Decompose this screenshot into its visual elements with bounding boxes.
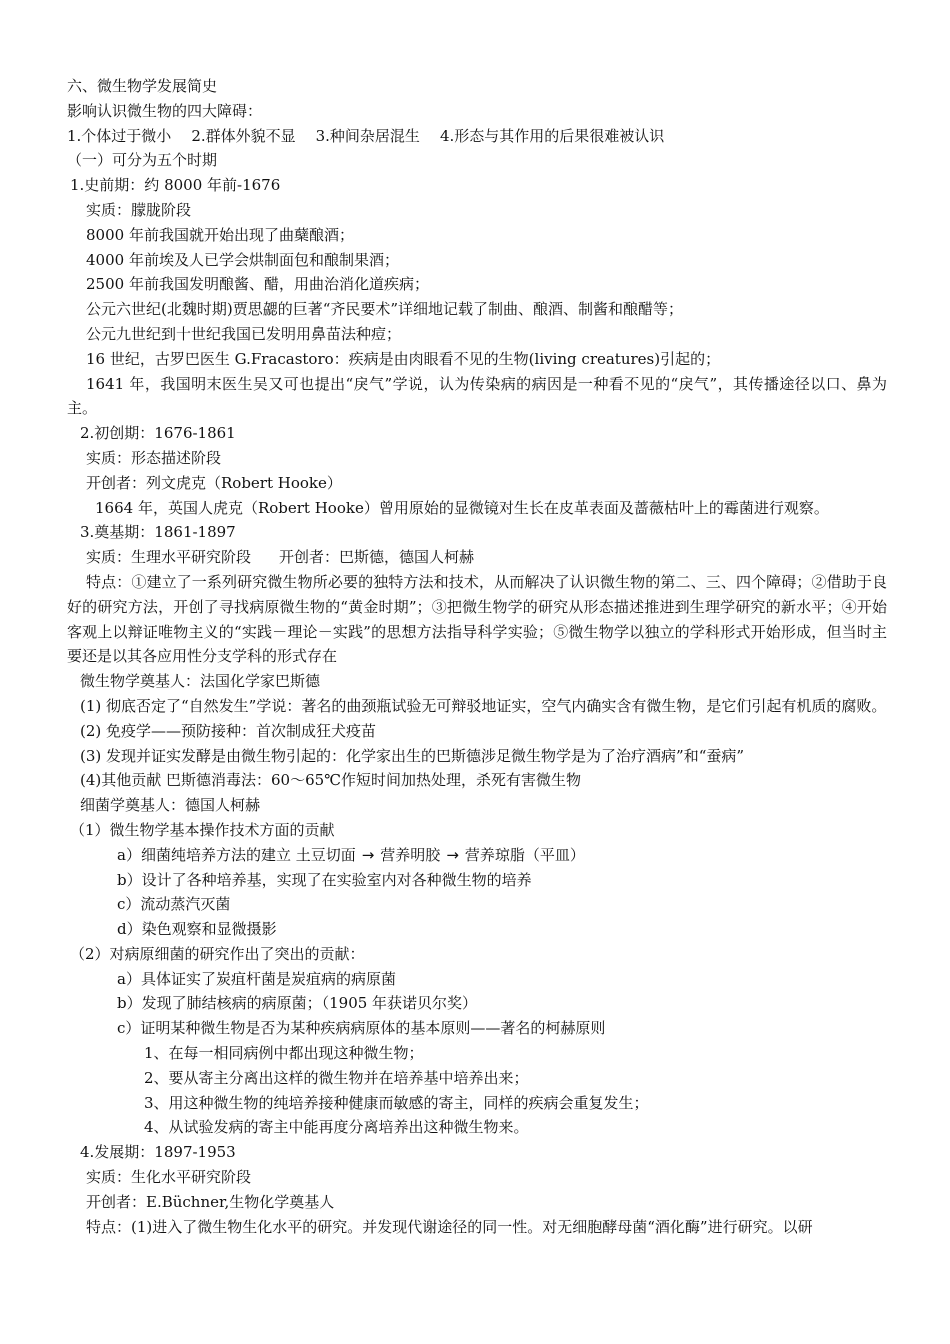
koch-part2-heading: （2）对病原细菌的研究作出了突出的贡献： [70, 944, 365, 963]
period3-founder: 开创者：巴斯德，德国人柯赫 [279, 548, 475, 567]
period3-title: 3.奠基期：1861-1897 [80, 523, 236, 542]
obstacles-list [67, 124, 887, 149]
period4-founder: 开创者：E.Büchner,生物化学奠基人 [86, 1192, 335, 1211]
koch-heading: 细菌学奠基人：德国人柯赫 [80, 796, 261, 815]
pasteur-item: (2) 免疫学——预防接种：首次制成狂犬疫苗 [80, 721, 377, 740]
period4-essence: 实质：生化水平研究阶段 [86, 1168, 252, 1187]
period1-essence: 实质：朦胧阶段 [86, 200, 192, 219]
period4-title: 4.发展期：1897-1953 [80, 1143, 236, 1162]
koch-part2-item: c）证明某种微生物是否为某种疾病病原体的基本原则——著名的柯赫原则 [117, 1019, 606, 1038]
koch-part1-item: d）染色观察和显微摄影 [117, 920, 277, 939]
koch-postulate: 4、从试验发病的寄主中能再度分离培养出这种微生物来。 [144, 1118, 529, 1137]
period1-event-1641: 1641 年，我国明末医生吴又可也提出“戾气”学说，认为传染病的病因是一种看不见的“戾气”，其传播途径以口、鼻为主。 [67, 374, 887, 418]
obstacle-item: 3.种间杂居混生 [315, 126, 420, 145]
period4-features: 特点：(1)进入了微生物生化水平的研究。并发现代谢途径的同一性。对无细胞酵母菌“酒化酶”进行研究。以研 [86, 1217, 813, 1236]
obstacle-item: 2.群体外貌不显 [191, 126, 296, 145]
arrow-right-icon: → [446, 845, 459, 864]
period3-essence: 实质：生理水平研究阶段 [86, 548, 252, 567]
section-title: 六、微生物学发展简史 [67, 77, 218, 95]
koch-part1-a-end: 营养琼脂（平皿） [464, 845, 585, 864]
obstacle-item: 1.个体过于微小 [67, 126, 172, 145]
period2-event: 1664 年，英国人虎克（Robert Hooke）曾用原始的显微镜对生长在皮革表面及蔷薇枯叶上的霉菌进行观察。 [95, 498, 829, 517]
period3-features: 特点：①建立了一系列研究微生物所必要的独特方法和技术，从而解决了认识微生物的第二、三、四个障碍；②借助于良好的研究方法，开创了寻找病原微生物的“黄金时期”；③把微生物学的研究从形态描述推进到生理学研究的新水平；④开始客观上以辩证唯物主义的“实践－理论－实践”的思想方法指导科学实验；⑤微生物学以独立的学科形式开始形成，但当时主要还是以其各应用性分支学科的形式存在 [67, 572, 887, 666]
koch-part1-a-prefix: a）细菌纯培养方法的建立 土豆切面 [117, 845, 356, 864]
period3-essence-founder [67, 545, 887, 570]
obstacle-item: 4.形态与其作用的后果很难被认识 [439, 126, 665, 145]
koch-part1-item: b）设计了各种培养基，实现了在实验室内对各种微生物的培养 [117, 870, 532, 889]
period2-essence: 实质：形态描述阶段 [86, 448, 222, 467]
period1-event: 公元六世纪(北魏时期)贾思勰的巨著“齐民要术”详细地记载了制曲、酿酒、制酱和酿醋等； [86, 300, 684, 319]
period1-event: 16 世纪，古罗巴医生 G.Fracastoro：疾病是由肉眼看不见的生物(living creatures)引起的； [86, 349, 721, 368]
period1-event: 2500 年前我国发明酿酱、醋，用曲治消化道疾病； [86, 275, 429, 294]
period1-event: 公元九世纪到十世纪我国已发明用鼻苗法种痘； [86, 324, 402, 343]
obstacles-heading: 影响认识微生物的四大障碍： [67, 101, 263, 120]
period2-title: 2.初创期：1676-1861 [80, 424, 236, 443]
pasteur-item: (1) 彻底否定了“自然发生”学说：著名的曲颈瓶试验无可辩驳地证实，空气内确实含有微生物，是它们引起有机质的腐败。 [80, 696, 887, 715]
document-page [67, 74, 887, 1239]
koch-postulate: 2、要从寄主分离出这样的微生物并在培养基中培养出来； [144, 1068, 529, 1087]
pasteur-item: (4)其他贡献 巴斯德消毒法：60～65℃作短时间加热处理，杀死有害微生物 [80, 771, 581, 790]
koch-part2-item: a）具体证实了炭疽杆菌是炭疽病的病原菌 [117, 969, 396, 988]
koch-part1-item [67, 843, 887, 868]
period2-founder: 开创者：列文虎克（Robert Hooke） [86, 473, 342, 492]
koch-part1-a-mid: 营养明胶 [380, 845, 441, 864]
pasteur-item: (3) 发现并证实发酵是由微生物引起的：化学家出生的巴斯德涉足微生物学是为了治疗酒病”和“蚕病” [80, 746, 745, 765]
period1-event: 8000 年前我国就开始出现了曲蘖酿酒； [86, 225, 354, 244]
period1-event: 4000 年前埃及人已学会烘制面包和酿制果酒； [86, 250, 399, 269]
pasteur-heading: 微生物学奠基人：法国化学家巴斯德 [80, 672, 321, 691]
koch-postulate: 1、在每一相同病例中都出现这种微生物； [144, 1044, 424, 1063]
arrow-right-icon: → [361, 845, 375, 864]
koch-postulate: 3、用这种微生物的纯培养接种健康而敏感的寄主，同样的疾病会重复发生； [144, 1093, 649, 1112]
koch-part1-item: c）流动蒸汽灭菌 [117, 895, 231, 914]
periods-heading: （一）可分为五个时期 [67, 151, 218, 170]
koch-part1-heading: （1）微生物学基本操作技术方面的贡献 [70, 820, 335, 839]
koch-part2-item: b）发现了肺结核病的病原菌；（1905 年获诺贝尔奖） [117, 994, 478, 1013]
period1-title: 1.史前期：约 8000 年前-1676 [70, 176, 281, 195]
